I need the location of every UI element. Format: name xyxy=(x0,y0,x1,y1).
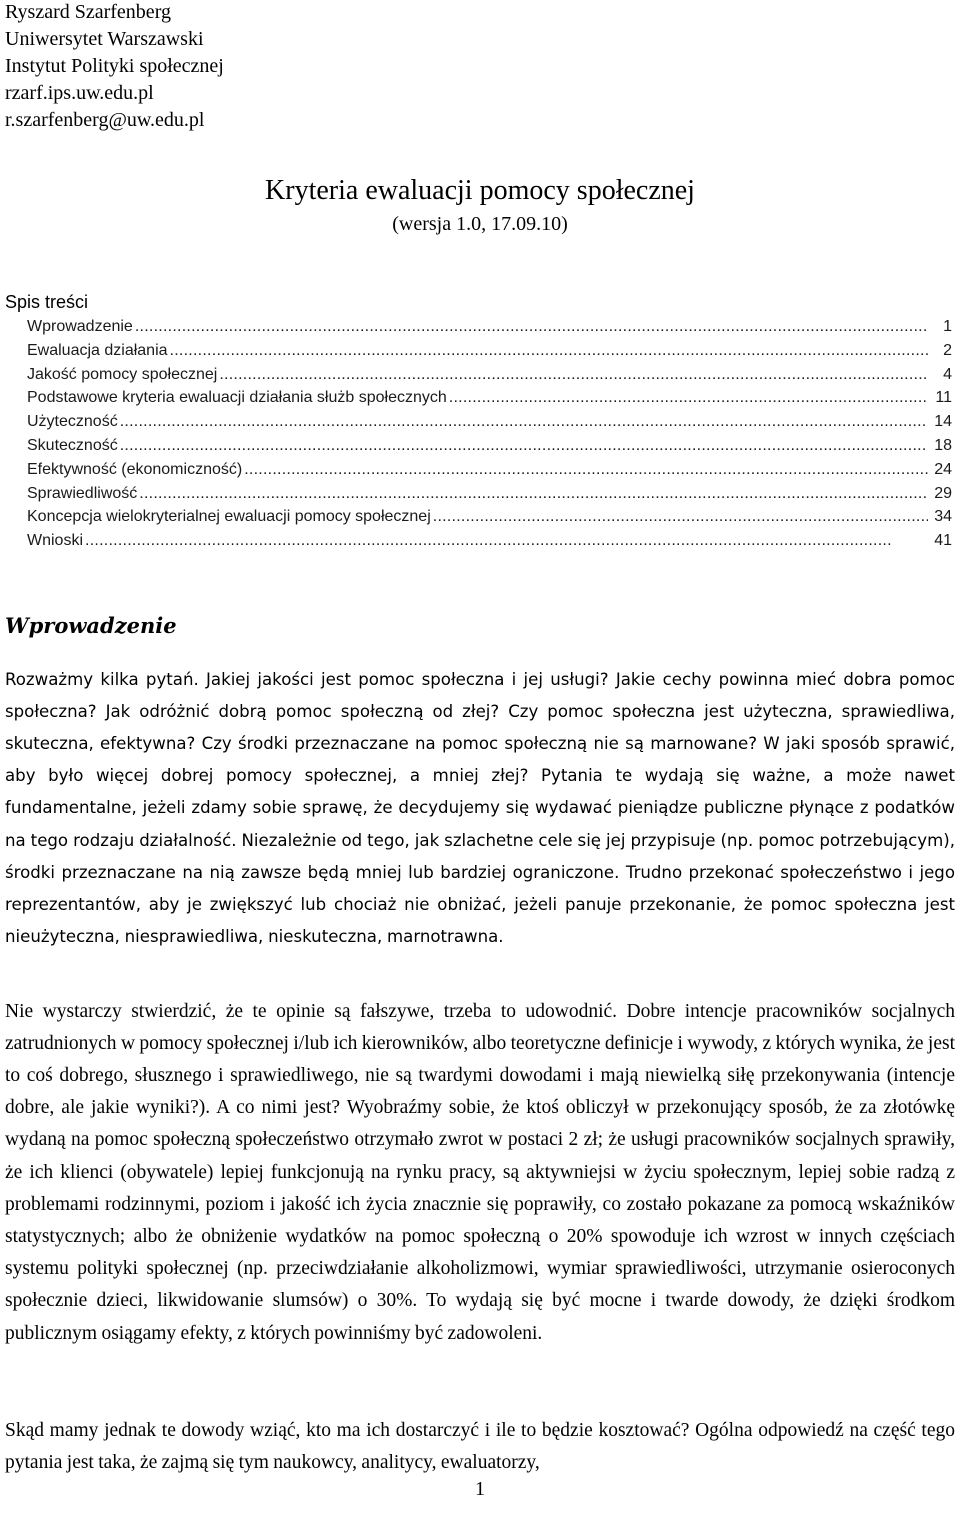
section-heading: Wprowadzenie xyxy=(5,613,177,638)
toc-item-skutecznosc[interactable] xyxy=(27,434,952,458)
toc-item-page: 1 xyxy=(943,318,952,335)
toc-item-page: 18 xyxy=(934,436,952,454)
document-version: (wersja 1.0, 17.09.10) xyxy=(392,213,568,235)
author-block xyxy=(5,0,224,134)
toc-item-label: Użyteczność xyxy=(27,413,118,431)
page-number: 1 xyxy=(475,1478,485,1500)
toc-item-page: 2 xyxy=(943,341,952,359)
toc-leader-dots xyxy=(85,529,928,553)
toc-item-label: Sprawiedliwość xyxy=(27,484,138,502)
toc-item-wnioski[interactable] xyxy=(27,529,952,553)
toc-item-label: Ewaluacja działania xyxy=(27,341,168,359)
toc-item-page: 29 xyxy=(934,484,952,502)
table-of-contents xyxy=(27,315,952,553)
toc-item-page: 41 xyxy=(934,532,952,550)
toc-item-page: 11 xyxy=(935,389,952,407)
toc-item-uzytecznosc[interactable] xyxy=(27,410,952,434)
toc-item-jakosc-pomocy[interactable] xyxy=(27,363,952,387)
toc-item-page: 24 xyxy=(934,460,952,478)
toc-item-page: 34 xyxy=(934,508,952,526)
paragraph-3: Skąd mamy jednak te dowody wziąć, kto ma ich dostarczyć i ile to będzie kosztować? Ogólna odpowiedź na część tego pytania jest taka, że zajmą się tym naukowcy, analitycy, ewaluatorzy, xyxy=(5,1419,955,1473)
toc-item-label: Jakość pomocy społecznej xyxy=(27,365,218,383)
toc-heading: Spis treści xyxy=(5,292,89,312)
toc-item-label: Podstawowe kryteria ewaluacji działania służb społecznych xyxy=(27,389,447,407)
paragraph-1: Rozważmy kilka pytań. Jakiej jakości jest pomoc społeczna i jej usługi? Jakie cechy powinna mieć dobra pomoc społeczna? Jak odróżnić dobrą pomoc społeczną od złej? Czy pomoc społeczna jest użyteczna, sprawiedliwa, skuteczna, efektywna? Czy środki przeznaczane na pomoc społeczną nie są marnowane? W jaki sposób sprawić, aby było więcej dobrej pomocy społecznej, a mniej złej? Pytania te wydają się ważne, a może nawet fundamentalne, jeżeli zdamy sobie sprawę, że decydujemy się wydawać pieniądze publiczne płynące z podatków na tego rodzaju działalność. Niezależnie od tego, jak szlachetne cele się jej przypisuje (np. pomoc potrzebującym), środki przeznaczane na nią zawsze będą mniej lub bardziej ograniczone. Trudno przekonać społeczeństwo i jego reprezentantów, aby je zwiększyć lub chociaż nie obniżać, jeżeli panuje przekonanie, że pomoc społeczna jest nieużyteczna, niesprawiedliwa, nieskuteczna, marnotrawna. xyxy=(5,669,955,947)
toc-item-koncepcja[interactable] xyxy=(27,505,952,529)
toc-leader-dots xyxy=(135,315,928,339)
toc-item-podstawowe-kryteria[interactable] xyxy=(27,386,952,410)
toc-item-label: Wnioski xyxy=(27,532,84,550)
toc-leader-dots xyxy=(139,482,928,506)
paragraph-2: Nie wystarczy stwierdzić, że te opinie są fałszywe, trzeba to udowodnić. Dobre intencje pracowników socjalnych zatrudnionych w pomocy społecznej i/lub ich kierowników, albo teoretyczne definicje i wywody, z których wynika, że jest to coś dobrego, słusznego i sprawiedliwego, nie są twardymi dowodami i mają niewielką siłę przekonywania (intencje dobre, ale jakie wyniki?). A co nimi jest? Wyobraźmy sobie, że ktoś obliczył w przekonujący sposób, że za złotówkę wydaną na pomoc społeczną społeczeństwo otrzymało zwrot w postaci 2 zł; że usługi pracowników socjalnych sprawiły, że ich klienci (obywatele) lepiej funkcjonują na rynku pracy, są aktywniejsi w życiu społecznym, lepiej sobie radzą z problemami rodzinnymi, poziom i jakość ich życia znacznie się poprawiły, co zostało pokazane za pomocą wskaźników statystycznych; albo że obniżenie wydatków na pomoc społeczną o 20% spowoduje ich wzrost w innych częściach systemu polityki społecznej (np. przeciwdziałanie alkoholizmowi, wymiar sprawiedliwości, utrzymanie osieroconych społecznie dzieci, likwidowanie slumsów) o 30%. To wydają się być mocne i twarde dowody, że dzięki środkom publicznym osiągamy efekty, z których powinniśmy być zadowoleni. xyxy=(5,1000,955,1344)
toc-item-ewaluacja-dzialania[interactable] xyxy=(27,339,952,363)
toc-leader-dots xyxy=(244,458,928,482)
author-website: rzarf.ips.uw.edu.pl xyxy=(5,82,154,104)
document-title: Kryteria ewaluacji pomocy społecznej xyxy=(265,175,695,206)
toc-leader-dots xyxy=(449,386,928,410)
toc-item-label: Skuteczność xyxy=(27,436,118,454)
toc-leader-dots xyxy=(120,410,928,434)
toc-item-wprowadzenie[interactable] xyxy=(27,315,952,339)
toc-item-sprawiedliwosc[interactable] xyxy=(27,482,952,506)
toc-item-page: 4 xyxy=(943,365,952,383)
toc-item-label: Koncepcja wielokryterialnej ewaluacji pomocy społecznej xyxy=(27,508,431,526)
toc-item-efektywnosc[interactable] xyxy=(27,458,952,482)
author-name: Ryszard Szarfenberg xyxy=(5,1,171,23)
toc-leader-dots xyxy=(433,505,928,529)
toc-item-label: Efektywność (ekonomiczność) xyxy=(27,460,243,478)
toc-item-page: 14 xyxy=(934,413,952,431)
university-name: Uniwersytet Warszawski xyxy=(5,28,204,50)
institute-name: Instytut Polityki społecznej xyxy=(5,55,224,77)
toc-leader-dots xyxy=(170,339,928,363)
toc-item-label: Wprowadzenie xyxy=(27,318,133,335)
toc-leader-dots xyxy=(120,434,928,458)
toc-leader-dots xyxy=(219,363,928,387)
author-email: r.szarfenberg@uw.edu.pl xyxy=(5,109,205,131)
